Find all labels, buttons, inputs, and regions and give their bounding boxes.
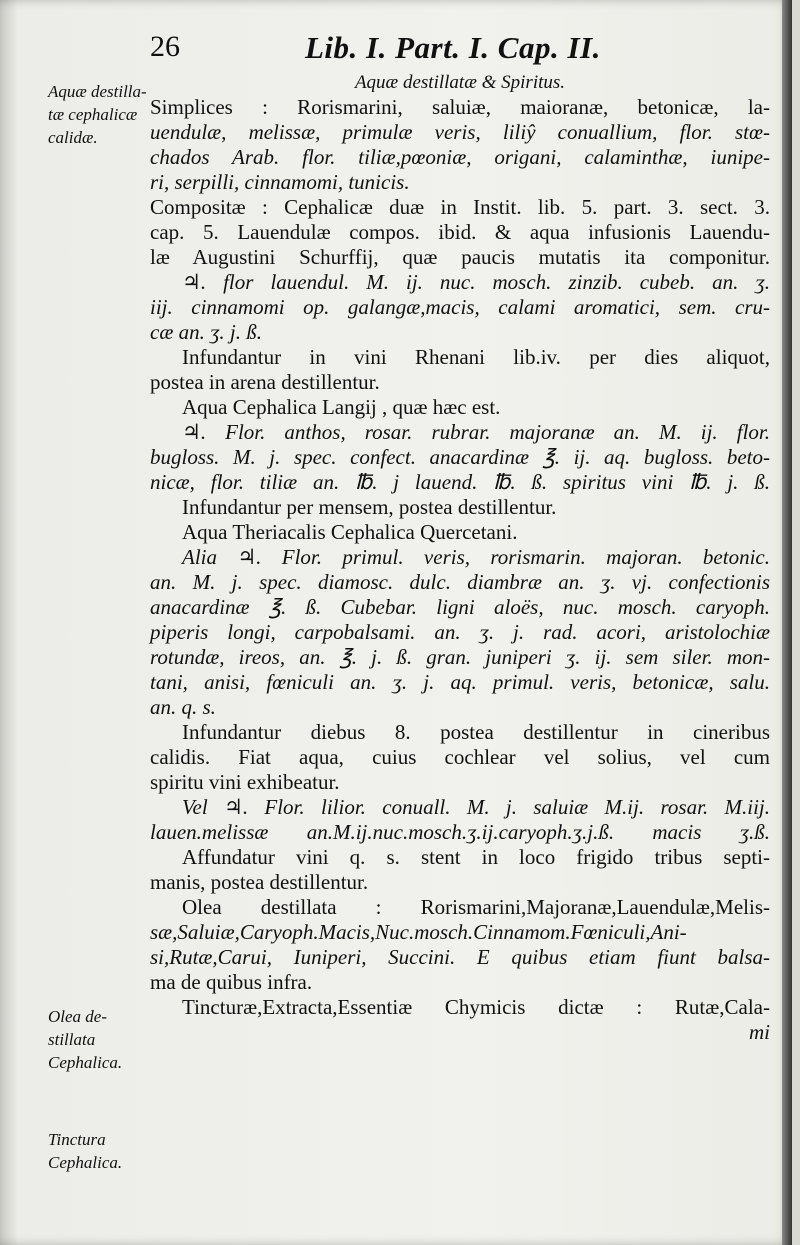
text-line: cap. 5. Lauendulæ compos. ibid. & aqua infusionis Lauendu-: [150, 220, 770, 244]
text-line: ri, serpilli, cinnamomi, tunicis.: [150, 170, 410, 194]
running-head: Lib. I. Part. I. Cap. II.: [305, 30, 601, 65]
text-line: ♃. flor lauendul. M. ij. nuc. mosch. zinzib. cubeb. an. ʒ.: [182, 270, 770, 294]
text-line: anacardinæ ℥. ß. Cubebar. ligni aloës, nuc. mosch. caryoph.: [150, 595, 770, 619]
text-line: chados Arab. flor. tiliæ,pœoniæ, origani, calaminthæ, iunipe-: [150, 145, 770, 169]
margin-note-tinctura: Tinctura Cephalica.: [48, 1130, 123, 1172]
text-line: manis, postea destillentur.: [150, 870, 369, 894]
text-line: Aqua Theriacalis Cephalica Quercetani.: [182, 520, 518, 544]
text-line: Infundantur in vini Rhenani lib.iv. per dies aliquot,: [182, 345, 770, 369]
page-edge: [782, 0, 792, 1245]
catchword: mi: [749, 1020, 770, 1044]
text-line: iij. cinnamomi op. galangæ,macis, calami aromatici, sem. cru-: [150, 295, 770, 319]
margin-note-aquae: Aquæ destillatæ cephalicæ calidæ.: [48, 82, 147, 147]
text-line: calidis. Fiat aqua, cuius cochlear vel solius, vel cum: [150, 745, 770, 769]
text-line: rotundæ, ireos, an. ℥. j. ß. gran. juniperi ʒ. ij. sem siler. mon-: [150, 645, 770, 669]
page-header: [0, 30, 792, 70]
text-line: si,Rutæ,Carui, Iuniperi, Succini. E quibus etiam fiunt balsa-: [150, 945, 770, 969]
text-line: nicæ, flor. tiliæ an. ℔. j lauend. ℔. ß. spiritus vini ℔. j. ß.: [150, 470, 770, 494]
text-line: cæ an. ʒ. j. ß.: [150, 320, 262, 344]
page-body: [150, 70, 770, 1045]
section-heading: Aquæ destillatæ & Spiritus.: [354, 72, 566, 93]
text-line: Olea destillata : Rorismarini,Majoranæ,Lauendulæ,Melis-: [182, 895, 770, 919]
text-line: Alia ♃. Flor. primul. veris, rorismarin. majoran. betonic.: [182, 545, 770, 569]
text-line: Aqua Cephalica Langij , quæ hæc est.: [182, 395, 501, 419]
text-line: Affundatur vini q. s. stent in loco frigido tribus septi-: [182, 845, 770, 869]
text-line: Compositæ : Cephalicæ duæ in Instit. lib. 5. part. 3. sect. 3.: [150, 195, 770, 219]
text-line: ♃. Flor. anthos, rosar. rubrar. majoranæ an. M. ij. flor.: [182, 420, 770, 444]
text-line: ma de quibus infra.: [150, 970, 313, 994]
text-line: postea in arena destillentur.: [150, 370, 380, 394]
margin-note-olea: Olea destillata Cephalica.: [48, 1007, 123, 1072]
text-line: Simplices : Rorismarini, saluiæ, maioranæ, betonicæ, la-: [150, 95, 770, 119]
text-line: Infundantur per mensem, postea destillentur.: [182, 495, 557, 519]
text-line: sæ,Saluiæ,Caryoph.Macis,Nuc.mosch.Cinnamom.Fœniculi,Ani-: [150, 920, 687, 944]
page-number: 26: [150, 30, 180, 63]
text-line: læ Augustini Schurffij, quæ paucis mutatis ita componitur.: [150, 245, 770, 269]
text-line: piperis longi, carpobalsami. an. ʒ. j. rad. acori, aristolochiæ: [150, 620, 770, 644]
text-line: an. q. s.: [150, 695, 216, 719]
text-line: Infundantur diebus 8. postea destillentur in cineribus: [182, 720, 770, 744]
text-line: spiritu vini exhibeatur.: [150, 770, 340, 794]
text-line: uendulæ, melissæ, primulæ veris, liliŷ conuallium, flor. stœ-: [150, 120, 770, 144]
text-line: an. M. j. spec. diamosc. dulc. diambræ an. ʒ. vj. confectionis: [150, 570, 770, 594]
text-line: Vel ♃. Flor. lilior. conuall. M. j. saluiæ M.ij. rosar. M.iij.: [182, 795, 770, 819]
text-line: lauen.melissæ an.M.ij.nuc.mosch.ʒ.ij.caryoph.ʒ.j.ß. macis ʒ.ß.: [150, 820, 770, 844]
text-line: bugloss. M. j. spec. confect. anacardinæ ℥. ij. aq. bugloss. beto-: [150, 445, 770, 469]
text-line: tani, anisi, fœniculi an. ʒ. j. aq. primul. veris, betonicæ, salu.: [150, 670, 770, 694]
text-line: Tincturæ,Extracta,Essentiæ Chymicis dictæ : Rutæ,Cala-: [182, 995, 770, 1019]
